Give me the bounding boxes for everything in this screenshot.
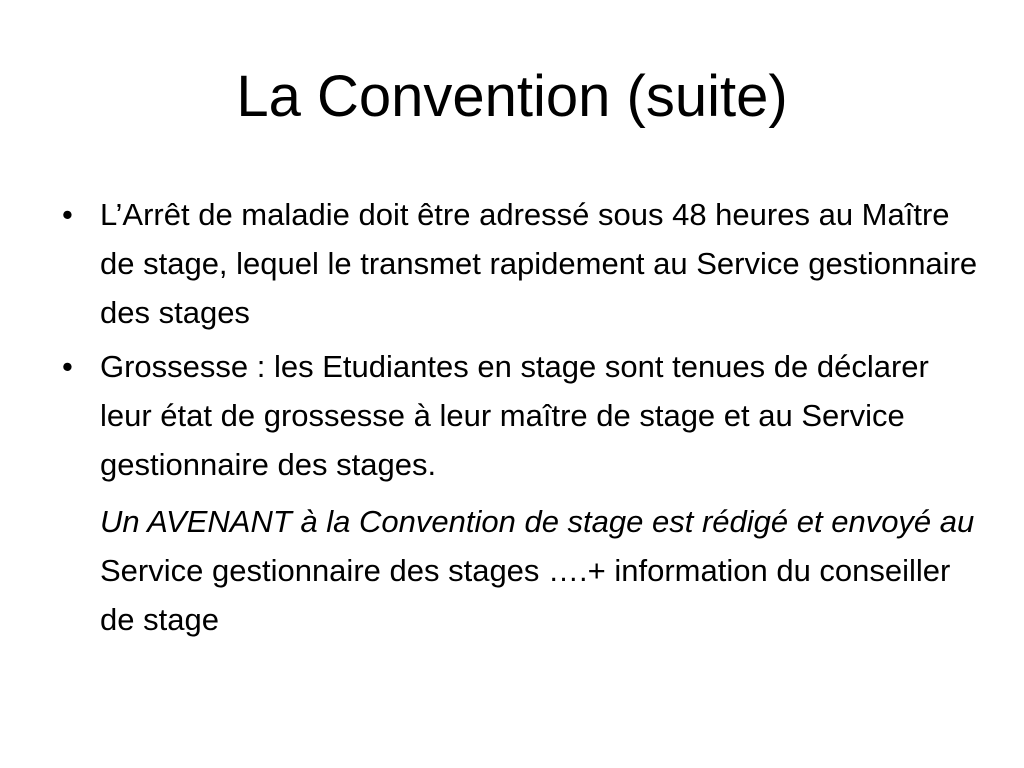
avenant-note-normal: Service gestionnaire des stages ….+ information du conseiller de stage <box>100 553 951 637</box>
bullet-icon: • <box>62 197 73 232</box>
avenant-note-italic: Un AVENANT à la Convention de stage est rédigé et envoyé au <box>100 504 975 539</box>
bullet-text: L’Arrêt de maladie doit être adressé sous 48 heures au Maître de stage, lequel le transmet rapidement au Service gestionnaire des stages <box>100 197 978 330</box>
bullet-icon: • <box>62 349 73 384</box>
avenant-note <box>62 497 982 644</box>
bullet-item-sick-leave <box>62 190 982 337</box>
bullet-item-pregnancy <box>62 342 982 489</box>
slide-title: La Convention (suite) <box>236 64 788 129</box>
bullet-text: Grossesse : les Etudiantes en stage sont tenues de déclarer leur état de grossesse à leur maître de stage et au Service gestionnaire des stages. <box>100 349 929 482</box>
slide-content <box>62 190 982 644</box>
